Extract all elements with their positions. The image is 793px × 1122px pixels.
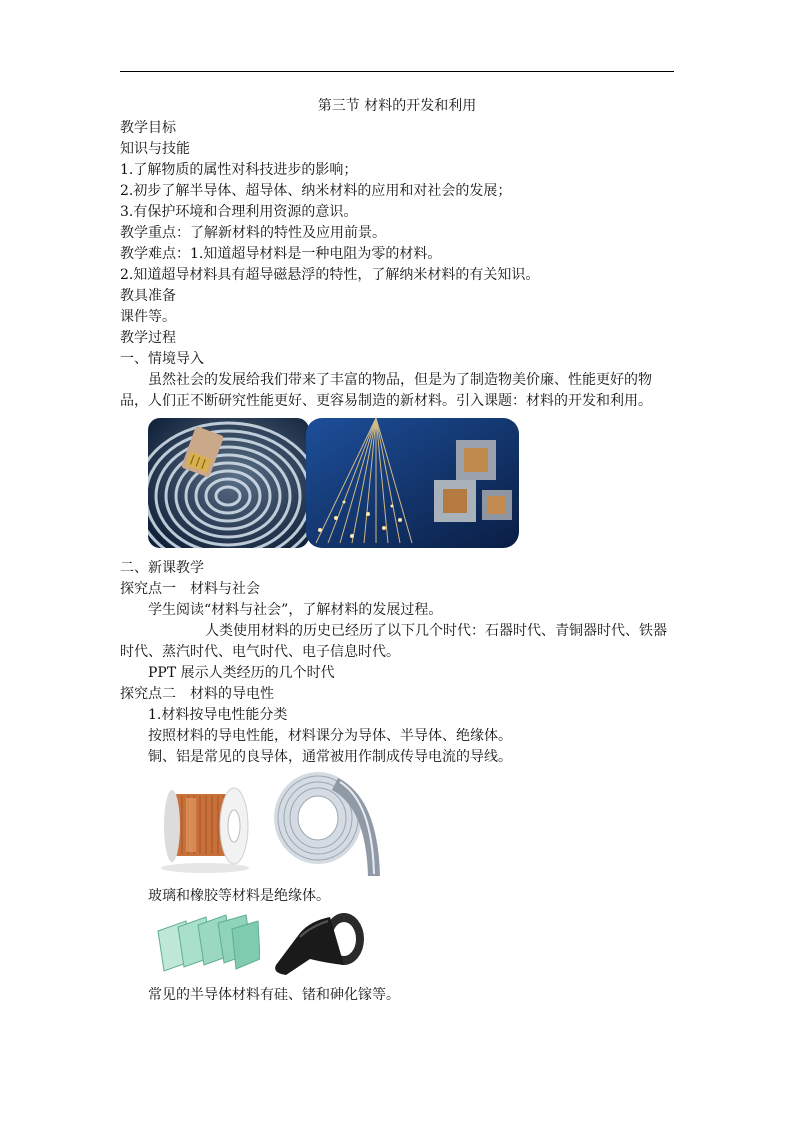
- explore1-ppt: PPT 展示人类经历的几个时代: [148, 665, 335, 681]
- conductor-images: [120, 768, 674, 886]
- goal-item: 1.了解物质的属性对科技进步的影响；: [120, 162, 358, 178]
- section2-heading: 二、新课教学: [120, 560, 204, 576]
- tools-text: 课件等。: [120, 309, 176, 325]
- goal-item: 3.有保护环境和合理利用资源的意识。: [120, 204, 358, 220]
- document-title: 第三节 材料的开发和利用: [317, 98, 477, 114]
- header-rule: [120, 71, 674, 72]
- fingerprint-chip-image: [148, 418, 309, 548]
- section1-paragraph: 虽然社会的发展给我们带来了丰富的物品，但是为了制造物美价廉、性能更好的物品，人们正不断研究性能更好、更容易制造的新材料。引入课题：材料的开发和利用。: [120, 372, 652, 409]
- explore2-heading: 探究点二 材料的导电性: [120, 686, 274, 702]
- process-heading: 教学过程: [120, 330, 176, 346]
- section1-heading: 一、情境导入: [120, 351, 204, 367]
- knowledge-heading: 知识与技能: [120, 141, 190, 157]
- rubber-sheet-image: [270, 909, 368, 979]
- explore1-heading: 探究点一 材料与社会: [120, 581, 260, 597]
- optical-fiber-chips-image: [306, 418, 519, 548]
- semiconductors-text: 常见的半导体材料有硅、锗和砷化镓等。: [148, 987, 400, 1003]
- tools-heading: 教具准备: [120, 288, 176, 304]
- document-body: [120, 96, 674, 1006]
- explore2-classes: 按照材料的导电性能，材料课分为导体、半导体、绝缘体。: [148, 728, 512, 744]
- explore1-history: 人类使用材料的历史已经历了以下几个时代：石器时代、青铜器时代、铁器时代、蒸汽时代、电气时代、电子信息时代。: [120, 623, 667, 660]
- goal-item: 2.初步了解半导体、超导体、纳米材料的应用和对社会的发展；: [120, 183, 512, 199]
- glass-panes-image: [156, 913, 260, 975]
- explore1-read: 学生阅读“材料与社会”，了解材料的发展过程。: [148, 602, 443, 618]
- key-point: 教学重点：了解新材料的特性及应用前景。: [120, 225, 386, 241]
- intro-images: [120, 412, 674, 558]
- explore2-subheading: 1.材料按导电性能分类: [148, 707, 288, 723]
- difficulty-2: 2.知道超导材料具有超导磁悬浮的特性，了解纳米材料的有关知识。: [120, 267, 540, 283]
- teaching-goal-heading: 教学目标: [120, 120, 176, 136]
- copper-wire-spool-image: [150, 776, 260, 876]
- explore2-conductors: 铜、铝是常见的良导体，通常被用作制成传导电流的导线。: [148, 749, 512, 765]
- insulators-text: 玻璃和橡胶等材料是绝缘体。: [148, 888, 330, 904]
- aluminum-coil-image: [268, 768, 390, 878]
- insulator-images: [120, 907, 674, 985]
- difficulty-1: 教学难点：1.知道超导材料是一种电阻为零的材料。: [120, 246, 442, 262]
